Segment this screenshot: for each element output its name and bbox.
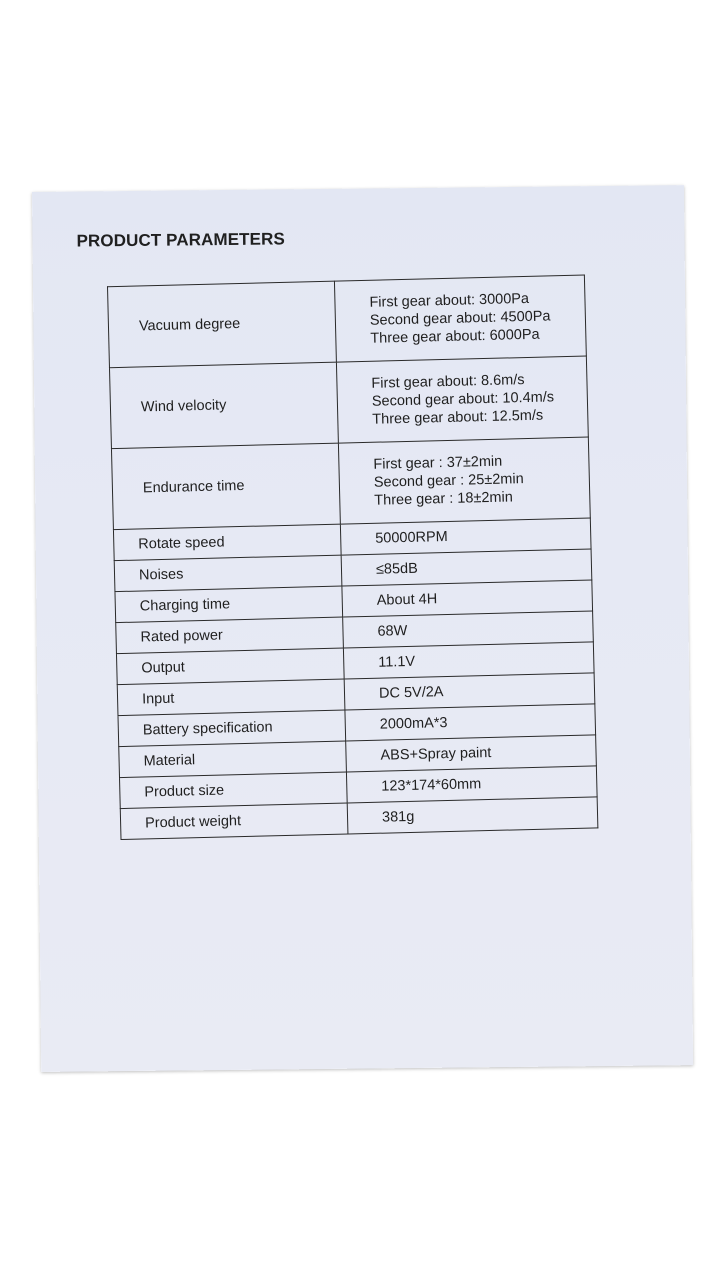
parameter-name: Battery specification (118, 710, 346, 747)
table-row (111, 437, 590, 530)
parameter-value: ≤85dB (341, 549, 592, 586)
value-line: Three gear about: 6000Pa (370, 326, 540, 347)
parameter-value (338, 437, 590, 524)
parameter-name: Endurance time (111, 443, 340, 530)
value-line: Second gear about: 4500Pa (369, 308, 551, 329)
parameter-name: Rotate speed (113, 524, 341, 561)
parameter-name: Product size (119, 772, 347, 809)
parameter-name: Rated power (116, 617, 344, 654)
table-row (109, 356, 588, 449)
value-line: Second gear : 25±2min (373, 471, 524, 491)
value-line: First gear about: 3000Pa (369, 290, 530, 311)
parameter-name: Charging time (115, 586, 343, 623)
value-line: Second gear about: 10.4m/s (371, 389, 555, 410)
parameter-value: 123*174*60mm (346, 766, 597, 803)
parameter-name: Vacuum degree (108, 281, 337, 368)
parameter-name: Noises (114, 555, 342, 592)
parameter-value: 11.1V (343, 642, 594, 679)
value-line: First gear about: 8.6m/s (371, 372, 525, 392)
parameter-name: Material (119, 741, 347, 778)
parameter-value: About 4H (342, 580, 593, 617)
parameters-table (107, 275, 598, 841)
parameter-name: Input (117, 679, 345, 716)
value-line: Three gear : 18±2min (374, 489, 513, 509)
parameter-value: 50000RPM (340, 518, 591, 555)
table-row (108, 275, 587, 368)
parameter-name: Product weight (120, 803, 348, 840)
page-title: PRODUCT PARAMETERS (76, 229, 285, 251)
parameter-value (334, 275, 586, 362)
parameter-value: 68W (343, 611, 594, 648)
parameter-value: ABS+Spray paint (346, 735, 597, 772)
parameter-value: 381g (347, 797, 598, 834)
parameter-value: DC 5V/2A (344, 673, 595, 710)
manual-page (32, 185, 693, 1072)
parameter-value: 2000mA*3 (345, 704, 596, 741)
parameter-name: Output (116, 648, 344, 685)
value-line: First gear : 37±2min (373, 453, 503, 473)
parameter-value (336, 356, 588, 443)
parameter-name: Wind velocity (109, 362, 338, 449)
value-line: Three gear about: 12.5m/s (372, 407, 544, 428)
